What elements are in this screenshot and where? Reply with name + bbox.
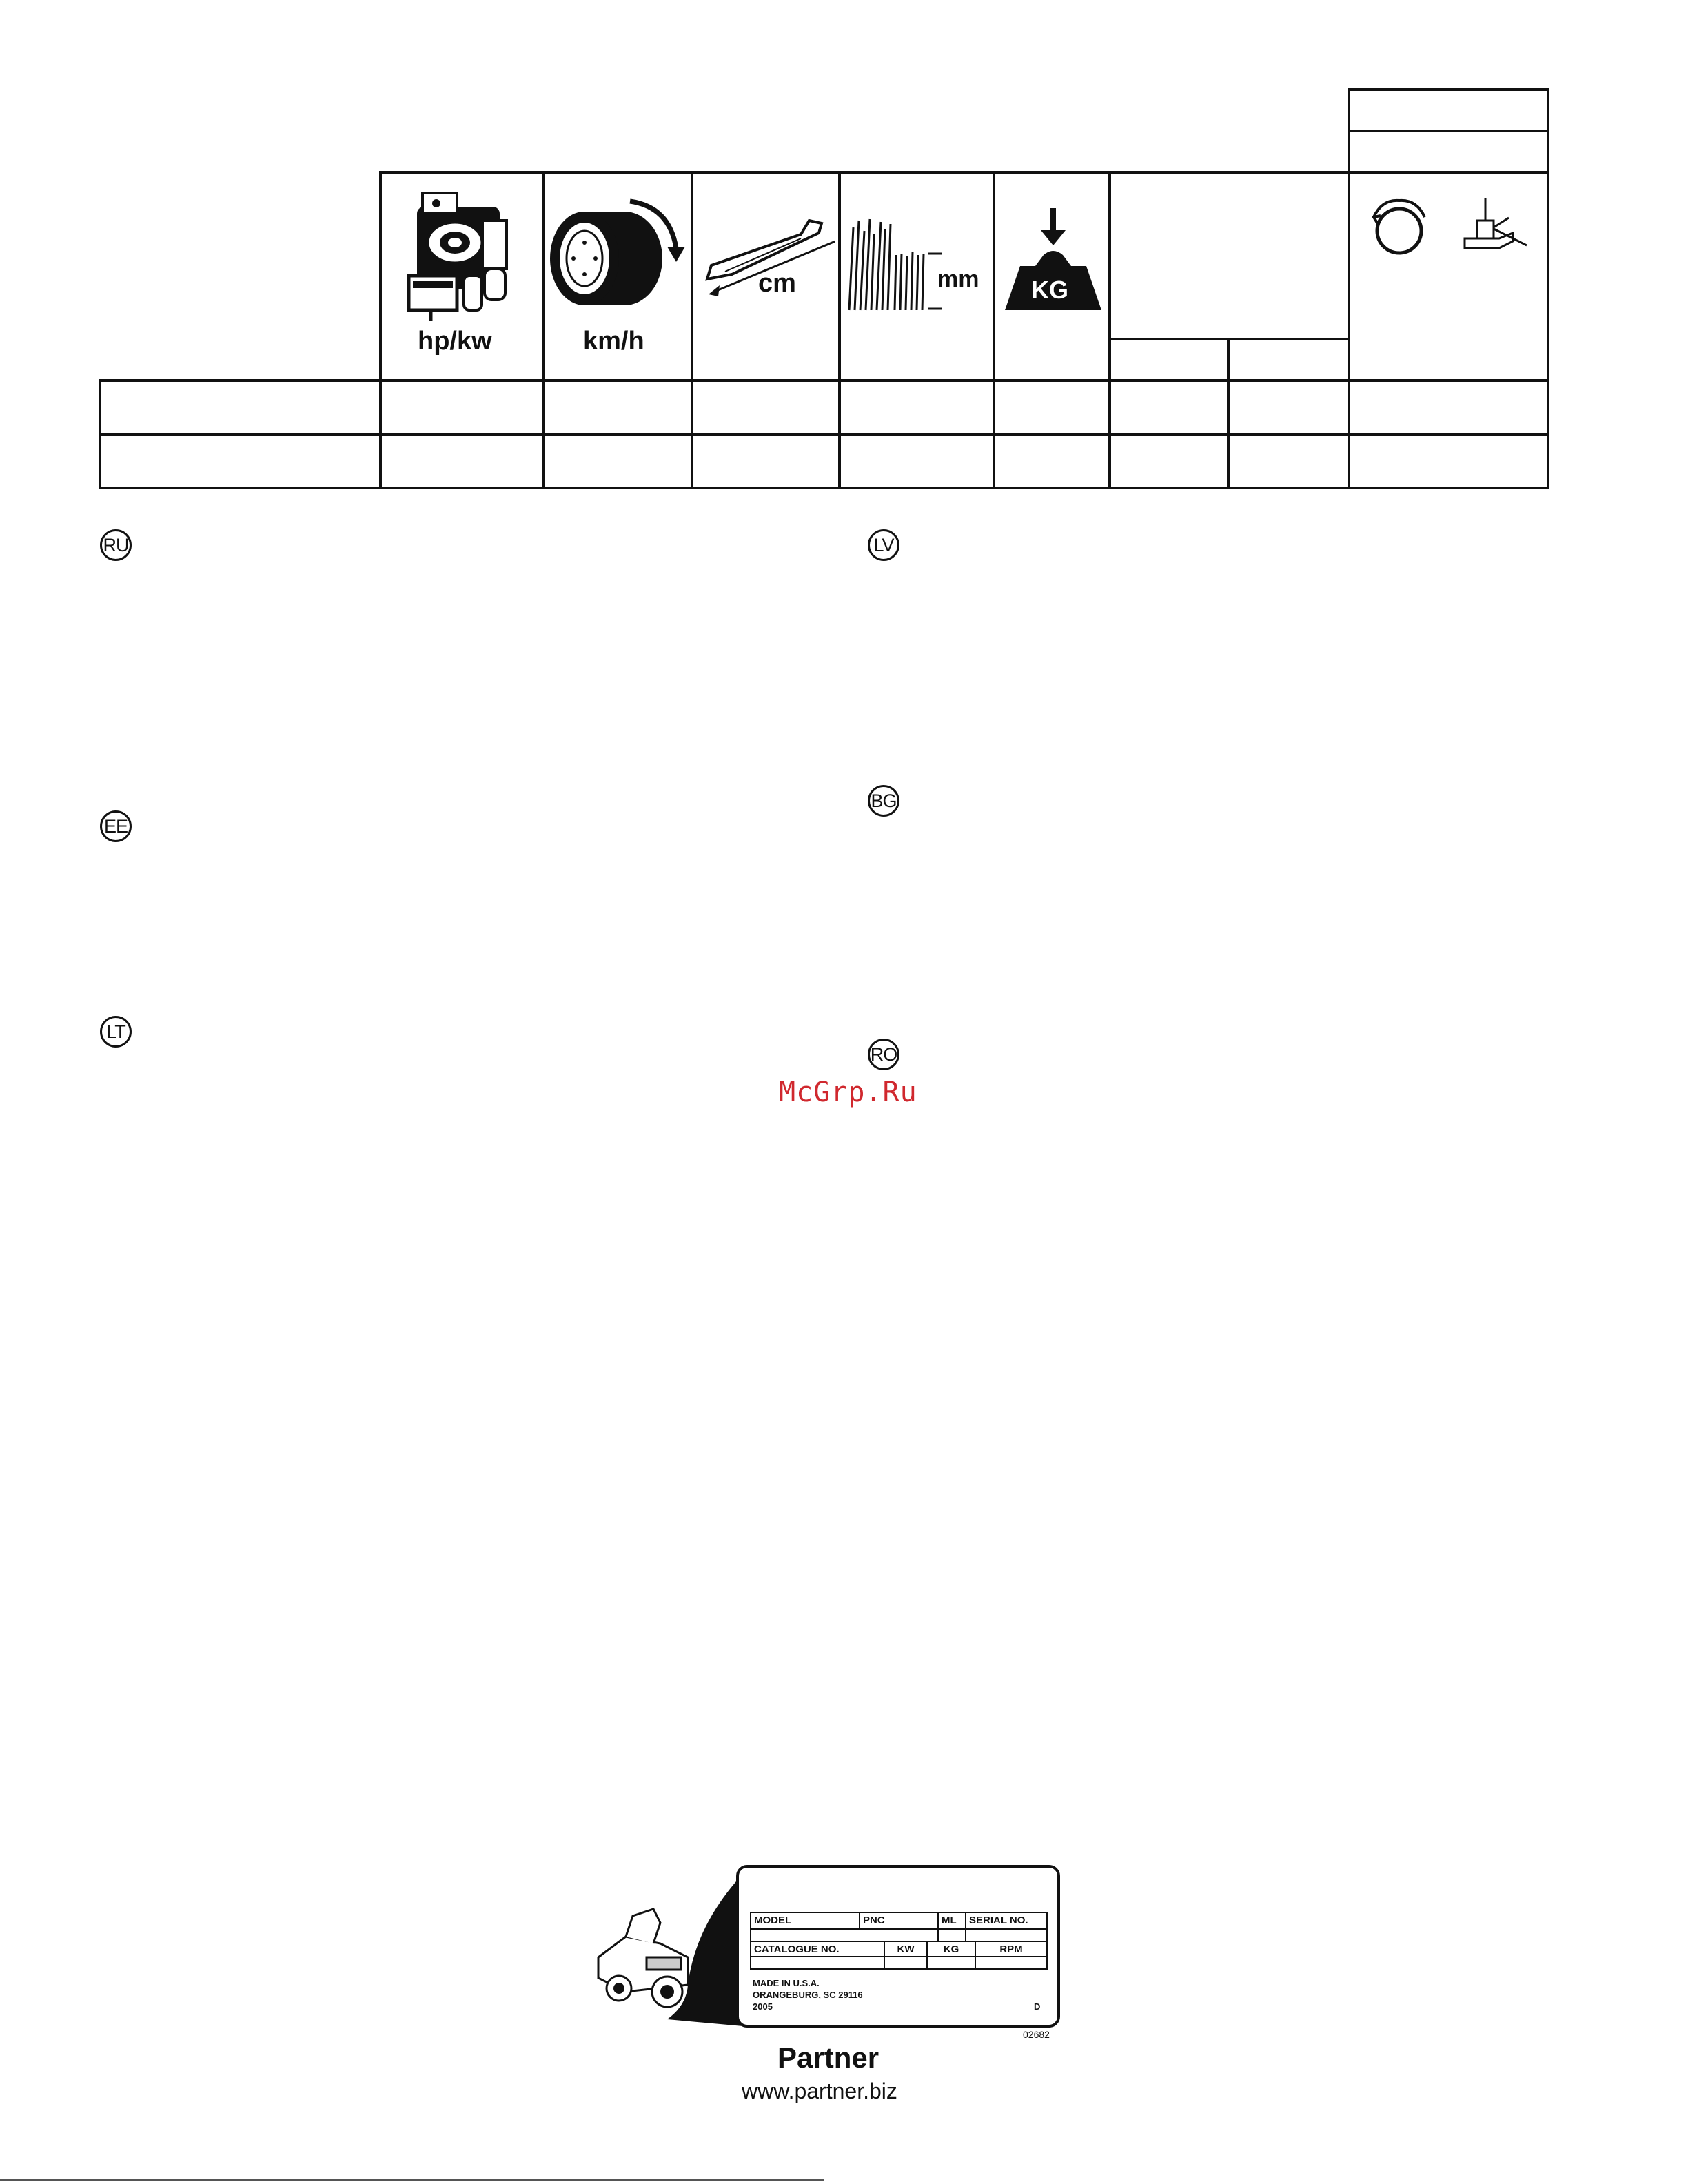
row-label-cell bbox=[99, 433, 382, 489]
plate-rpm-label: RPM bbox=[975, 1941, 1048, 1957]
plate-part-number: 02682 bbox=[1023, 2029, 1050, 2040]
table-cell bbox=[1227, 433, 1350, 489]
plate-city: ORANGEBURG, SC 29116 bbox=[753, 1990, 863, 2000]
grass-height-icon bbox=[845, 214, 942, 317]
header-cell-mid bbox=[1348, 130, 1549, 174]
language-badge-ru: RU bbox=[100, 529, 132, 561]
speed-unit: km/h bbox=[583, 327, 644, 356]
plate-serial-value bbox=[965, 1928, 1048, 1942]
plate-catalogue-label: CATALOGUE NO. bbox=[750, 1941, 885, 1957]
table-cell bbox=[379, 379, 545, 436]
plate-pnc-label: PNC bbox=[859, 1912, 939, 1930]
plate-kw-label: KW bbox=[884, 1941, 928, 1957]
engine-power-unit: hp/kw bbox=[418, 327, 492, 356]
table-cell bbox=[993, 433, 1111, 489]
steering-wheel-icon bbox=[1368, 196, 1430, 258]
bottom-rule bbox=[0, 2179, 824, 2181]
table-cell bbox=[542, 379, 693, 436]
wheel-speed-icon bbox=[549, 193, 687, 317]
plate-rpm-value bbox=[975, 1956, 1048, 1970]
table-cell bbox=[1348, 379, 1549, 436]
group-header-cell bbox=[1108, 171, 1350, 340]
table-cell bbox=[993, 379, 1111, 436]
table-cell bbox=[379, 433, 545, 489]
table-cell bbox=[542, 433, 693, 489]
transmission-icon bbox=[1458, 193, 1534, 262]
plate-serial-label: SERIAL NO. bbox=[965, 1912, 1048, 1930]
plate-model-label: MODEL bbox=[750, 1912, 860, 1930]
language-badge-bg: BG bbox=[868, 785, 899, 817]
header-cell-top bbox=[1348, 88, 1549, 132]
language-badge-lv: LV bbox=[868, 529, 899, 561]
cutting-height-unit: mm bbox=[937, 266, 979, 292]
table-cell bbox=[691, 379, 841, 436]
weight-unit: KG bbox=[1031, 276, 1068, 304]
plate-kg-value bbox=[926, 1956, 976, 1970]
tractor-icon bbox=[584, 1875, 750, 2033]
plate-ml-value bbox=[937, 1928, 966, 1942]
table-cell bbox=[838, 433, 995, 489]
watermark: McGrp.Ru bbox=[779, 1076, 917, 1108]
language-badge-ro: RO bbox=[868, 1039, 899, 1070]
table-cell bbox=[1108, 433, 1230, 489]
row-label-cell bbox=[99, 379, 382, 436]
table-cell bbox=[691, 433, 841, 489]
plate-year: 2005 bbox=[753, 2001, 773, 2012]
plate-ml-label: ML bbox=[937, 1912, 966, 1930]
plate-catalogue-value bbox=[750, 1956, 885, 1970]
plate-made-in: MADE IN U.S.A. bbox=[753, 1978, 820, 1988]
table-cell bbox=[1108, 379, 1230, 436]
rating-plate bbox=[736, 1865, 1060, 2028]
plate-model-value bbox=[750, 1928, 939, 1942]
sub-header-cell-2 bbox=[1227, 338, 1350, 382]
language-badge-lt: LT bbox=[100, 1016, 132, 1048]
brand-name: Partner bbox=[777, 2041, 879, 2074]
cutting-width-unit: cm bbox=[758, 269, 796, 298]
table-cell bbox=[1348, 433, 1549, 489]
table-cell bbox=[838, 379, 995, 436]
table-cell bbox=[1227, 379, 1350, 436]
plate-kw-value bbox=[884, 1956, 928, 1970]
brand-url[interactable]: www.partner.biz bbox=[742, 2079, 897, 2103]
sub-header-cell-1 bbox=[1108, 338, 1230, 382]
language-badge-ee: EE bbox=[100, 810, 132, 842]
plate-kg-label: KG bbox=[926, 1941, 976, 1957]
engine-icon bbox=[403, 186, 520, 324]
plate-code: D bbox=[1034, 2001, 1041, 2012]
